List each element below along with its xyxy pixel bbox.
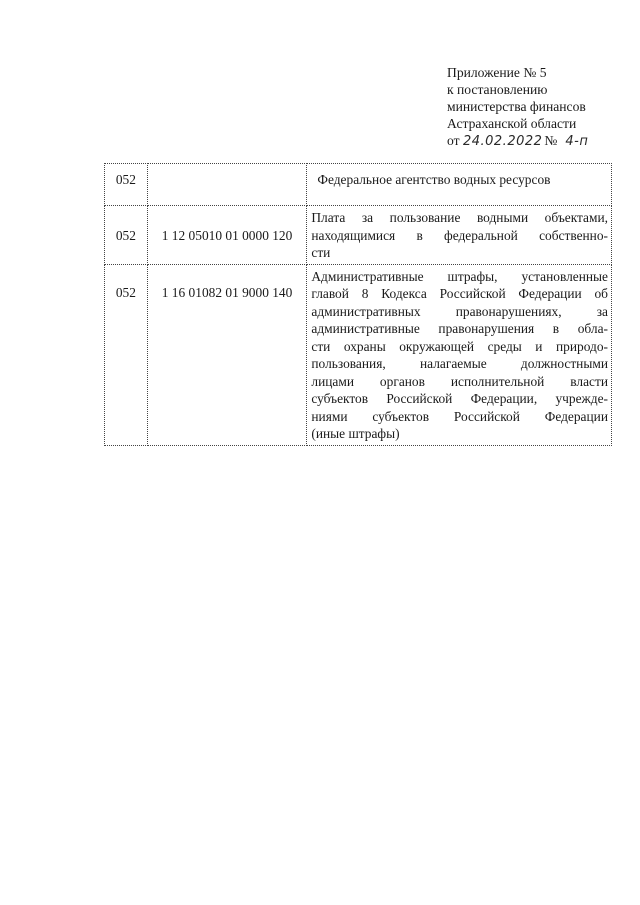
date-prefix: от bbox=[447, 133, 460, 148]
name-line: (иные штрафы) bbox=[311, 426, 400, 441]
name-line: Федеральное агентство водных ресурсов bbox=[317, 172, 551, 187]
admin-code-cell: 052 bbox=[105, 206, 148, 265]
name-line: административные правонарушения в обла- bbox=[311, 321, 608, 336]
number-sign: № bbox=[544, 133, 558, 148]
table-row bbox=[105, 206, 612, 265]
admin-code-cell: 052 bbox=[105, 264, 148, 445]
name-line: сти bbox=[311, 245, 331, 260]
name-line: ниями субъектов Российской Федерации bbox=[311, 408, 608, 424]
name-line: Плата за пользование водными объектами, bbox=[311, 210, 608, 225]
name-line: субъектов Российской Федерации, учрежде- bbox=[311, 391, 608, 406]
name-line: пользования, налагаемые должностными bbox=[311, 356, 608, 371]
name-line: сти охраны окружающей среды и природо- bbox=[311, 338, 608, 354]
revenue-name-cell bbox=[307, 164, 612, 206]
kbk-code-cell: 1 16 01082 01 9000 140 bbox=[147, 264, 307, 445]
name-line: административных правонарушениях, за bbox=[311, 303, 608, 319]
handwritten-date: 24.02.2022 bbox=[462, 134, 543, 149]
appendix-header bbox=[447, 64, 627, 150]
admin-code-cell: 052 bbox=[105, 164, 148, 206]
kbk-code-cell: 1 12 05010 01 0000 120 bbox=[147, 206, 307, 265]
name-line: лицами органов исполнительной власти bbox=[311, 373, 608, 389]
appendix-resolution-ref: к постановлению bbox=[447, 82, 548, 97]
revenue-name-cell bbox=[307, 264, 612, 445]
appendix-ministry: министерства финансов bbox=[447, 99, 586, 114]
kbk-code-cell bbox=[147, 164, 307, 206]
appendix-number: Приложение № 5 bbox=[447, 65, 547, 80]
handwritten-number: 4-п bbox=[565, 134, 589, 149]
name-line: находящимися в федеральной собственно- bbox=[311, 227, 608, 243]
name-line: Административные штрафы, установленные bbox=[311, 268, 608, 284]
appendix-date-line bbox=[447, 132, 627, 150]
table-row bbox=[105, 264, 612, 445]
table-row bbox=[105, 164, 612, 206]
appendix-region: Астраханской области bbox=[447, 116, 577, 131]
revenue-codes-table bbox=[104, 163, 612, 446]
name-line: главой 8 Кодекса Российской Федерации об bbox=[311, 286, 608, 301]
revenue-name-cell bbox=[307, 206, 612, 265]
